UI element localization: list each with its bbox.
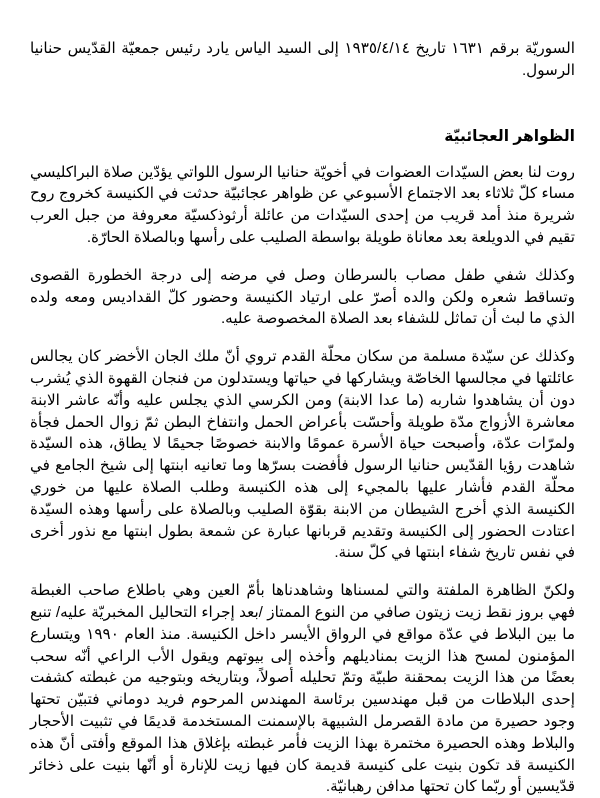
section-heading: الظواهر العجائبيّة — [444, 127, 575, 145]
intro-paragraph: السوريّة برقم ١٦٣١ تاريخ ١٩٣٥/٤/١٤ إلى السيد الياس يارد رئيس جمعيّة القدّيس حنانيا الرسول. — [30, 40, 575, 79]
paragraph-exorcism: روت لنا بعض السيّدات العضوات في أخويّة حنانيا الرسول اللواتي يؤدّين صلاة البراكليسي مساء كلّ ثلاثاء بعد الاجتماع الأسبوعي عن ظواهر عجائبيّة حدثت في الكنيسة كخروج روح شريرة منذ أمد قريب من إحدى السيّدات من عائلة أرثوذكسيّة معروفة من جبل العرب تقيم في الدويلعة بعد معاناة طويلة بواسطة الصليب على رأسها وبالصلاة الحارّة. — [30, 163, 575, 246]
paragraph-olive-oil: ولكنّ الظاهرة الملفتة والتي لمسناها وشاهدناها بأمّ العين وهي باطلاع صاحب الغبطة فهي بروز نقط زيت زيتون صافي من النوع الممتاز /بعد إجراء التحاليل المخبريّة عليه/ تنبع ما بين البلاط في عدّة مواقع في الرواق الأيسر داخل الكنيسة. منذ العام ١٩٩٠ ويتسارع المؤمنون لمسح هذا الزيت بمناديلهم وأخذه إلى بيوتهم ويقول الأب الراعي أنّه سحب بعضًا من هذا الزيت بمحقنة طبيّة وتمّ تحليله أصولاً، وبتاريخه وبتوجيه من غبطته كشفت إحدى البلاطات من قبل مهندسين برئاسة المهندس المرحوم فريد دوماني فتبيّن تحتها وجود حصيرة من مادة القصرمل الشبيهة بالإسمنت المستخدمة قديمًا في تثبيت الأحجار والبلاط وهذه الحصيرة مختمرة بهذا الزيت فأمر غبطته بإغلاق هذا الموقع وأفتى أنّ هذه الكنيسة قد تكون بنيت على كنيسة قديمة كان فيها زيت للإنارة أو أنّها بنيت على ذخائر قدّيسين أو ربّما كان تحتها مدافن رهبانيّة. — [30, 582, 576, 796]
paragraph-child-healing: وكذلك شفي طفل مصاب بالسرطان وصل في مرضه إلى درجة الخطورة القصوى وتساقط شعره ولكن والده أصرّ على ارتياد الكنيسة وحضور كلّ القداديس ومعه ولده الذي ما لبث أن تماثل للشفاء بعد الصلاة المخصوصة عليه. — [30, 266, 575, 328]
paragraph-muslim-woman: وكذلك عن سيّدة مسلمة من سكان محلّة القدم تروي أنّ ملك الجان الأخضر كان يجالس عائلتها في مجالسها الخاصّة ويشاركها في حياتها ويستدلون من فنجان القهوة الذي يُشرب دون أن يشاهدوا شاربه (ما عدا الابنة) ومن الكرسي الذي يجلس عليه وأنّه عاشر الابنة معاشرة الأزواج مدّة طويلة وأحسّت بأعراض الحمل وانتفاخ البطن ثمّ زوال الحمل فجأة ولمرّات عدّة، وأصبحت حياة الأسرة عمومًا والابنة خصوصًا جحيمًا لا يطاق، هذه السيّدة شاهدت رؤيا القدّيس حنانيا الرسول فأفضت بسرّها وما تعانيه ابنتها إلى شيخ الجامع في محلّة القدم فأشار عليها بالمجيء إلى هذه الكنيسة وطلب الصلاة عليها من خوري الكنيسة الذي أخرج الشيطان من الابنة بقوّة الصليب وبالصلاة على رأسها وهذه السيّدة اعتادت الحضور إلى الكنيسة وتقديم قربانها عبارة عن شمعة بطول ابنتها مع نذور أخرى في نفس تاريخ شفاء ابنتها في كلّ سنة. — [30, 348, 575, 562]
